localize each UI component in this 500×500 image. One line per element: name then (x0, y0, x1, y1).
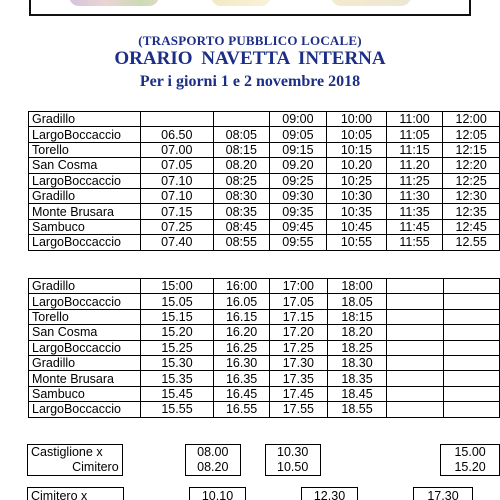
table-row (29, 204, 500, 219)
time-cell: 10:15 (327, 142, 387, 157)
time-cell: 10:35 (327, 204, 387, 219)
time-cell: 09.20 (269, 158, 327, 173)
stop-name: San Cosma (29, 158, 141, 173)
table-row (29, 340, 500, 355)
time-cell: 08.20 (213, 158, 269, 173)
table-row (29, 279, 500, 294)
return-route-label: Cimitero x (27, 487, 124, 500)
time-cell: 10:30 (327, 188, 387, 203)
table-row (29, 142, 500, 157)
flower-decoration-image (331, 0, 411, 6)
time-cell: 12.55 (443, 235, 500, 250)
time-cell (443, 279, 499, 294)
time-cell: 10.30 10.50 (265, 445, 320, 476)
time-cell: 12:25 (443, 173, 500, 188)
time-cell: 08:45 (213, 219, 269, 234)
time-cell: 17:00 (269, 279, 327, 294)
time-cell (443, 386, 499, 401)
time-cell: 08:15 (213, 142, 269, 157)
time-cell (387, 294, 443, 309)
route-to-label: Cimitero (72, 460, 119, 474)
time-cell (443, 325, 499, 340)
time-cell: 08:05 (213, 127, 269, 142)
time-cell: 07.15 (140, 204, 213, 219)
time-cell: 09:30 (269, 188, 327, 203)
time-cell: 15.30 (140, 355, 213, 370)
time-cell: 12.30 (301, 487, 358, 500)
time-cell: 17.30 (269, 355, 327, 370)
time-cell: 10.20 (327, 158, 387, 173)
morning-timetable (28, 111, 500, 251)
time-cell: 17.30 (413, 487, 473, 500)
time-cell: 17.15 (269, 309, 327, 324)
stop-name: Gradillo (29, 279, 141, 294)
time-cell: 12:05 (443, 127, 500, 142)
time-cell (387, 325, 443, 340)
time-cell: 12:20 (443, 158, 500, 173)
time-cell (387, 402, 443, 417)
time-cell (387, 340, 443, 355)
time-cell: 16:00 (214, 279, 270, 294)
stop-name: Torello (29, 142, 141, 157)
stop-name: Gradillo (29, 355, 141, 370)
time-cell: 11:25 (386, 173, 443, 188)
table-row (29, 386, 500, 401)
stop-name: Gradillo (29, 112, 141, 127)
time-cell: 12:45 (443, 219, 500, 234)
page-subtitle: Per i giorni 1 e 2 novembre 2018 (139, 73, 361, 90)
table-row (29, 158, 500, 173)
time-cell: 18:15 (327, 309, 387, 324)
time-cell: 18.25 (327, 340, 387, 355)
time-cell: 11:00 (386, 112, 443, 127)
time-cell: 17.05 (269, 294, 327, 309)
header-service-label: (TRASPORTO PUBBLICO LOCALE) (138, 33, 362, 48)
time-cell: 09:25 (269, 173, 327, 188)
time-cell: 09:35 (269, 204, 327, 219)
time-cell: 15.45 (140, 386, 213, 401)
table-row (29, 371, 500, 386)
stop-name: LargoBoccaccio (29, 127, 141, 142)
table-row (29, 219, 500, 234)
stop-name: Torello (29, 309, 141, 324)
time-cell: 10:45 (327, 219, 387, 234)
time-cell: 17.55 (269, 402, 327, 417)
time-cell: 15.20 (140, 325, 213, 340)
table-row (29, 173, 500, 188)
time-cell: 07.00 (140, 142, 213, 157)
stop-name: Monte Brusara (29, 204, 141, 219)
time-cell: 08:35 (213, 204, 269, 219)
time-cell: 15.00 15.20 (441, 445, 500, 476)
time-cell: 16.15 (214, 309, 270, 324)
time-cell: 10.10 (189, 487, 246, 500)
time-cell: 16.05 (214, 294, 270, 309)
time-cell (443, 340, 499, 355)
time-cell: 12:30 (443, 188, 500, 203)
time-cell: 17.20 (269, 325, 327, 340)
time-cell: 11:15 (386, 142, 443, 157)
time-cell: 11:30 (386, 188, 443, 203)
time-cell: 08:25 (213, 173, 269, 188)
time-cell: 10:55 (327, 235, 387, 250)
time-cell: 15.15 (140, 309, 213, 324)
stop-name: San Cosma (29, 325, 141, 340)
time-cell (387, 355, 443, 370)
stop-name: LargoBoccaccio (29, 402, 141, 417)
time-cell (387, 279, 443, 294)
time-cell: 18.20 (327, 325, 387, 340)
stop-name: LargoBoccaccio (29, 173, 141, 188)
flower-decoration-image (69, 0, 159, 6)
stop-name: Sambuco (29, 386, 141, 401)
cemetery-timetable (27, 444, 500, 476)
time-cell: 16.20 (214, 325, 270, 340)
time-cell: 11:55 (386, 235, 443, 250)
time-cell: 16.30 (214, 355, 270, 370)
time-cell (443, 309, 499, 324)
time-cell: 09:15 (269, 142, 327, 157)
return-timetable (0, 487, 500, 500)
time-cell: 09:05 (269, 127, 327, 142)
time-cell (213, 112, 269, 127)
time-cell: 18.35 (327, 371, 387, 386)
stop-name: LargoBoccaccio (29, 235, 141, 250)
table-row (29, 355, 500, 370)
table-row (29, 235, 500, 250)
time-cell: 08.00 08.20 (185, 445, 240, 476)
page-title: ORARIO NAVETTA INTERNA (114, 48, 386, 69)
time-cell (443, 294, 499, 309)
table-row (29, 112, 500, 127)
table-row (28, 445, 500, 476)
time-cell: 10:25 (327, 173, 387, 188)
table-row (29, 188, 500, 203)
stop-name: LargoBoccaccio (29, 340, 141, 355)
time-cell: 08:30 (213, 188, 269, 203)
time-cell: 12:35 (443, 204, 500, 219)
time-cell: 10:05 (327, 127, 387, 142)
time-cell: 10:00 (327, 112, 387, 127)
time-cell: 09:55 (269, 235, 327, 250)
time-cell: 07.10 (140, 173, 213, 188)
time-cell: 12:15 (443, 142, 500, 157)
time-cell: 15.35 (140, 371, 213, 386)
cemetery-route-label (28, 445, 123, 476)
time-cell (443, 355, 499, 370)
time-cell: 11.20 (386, 158, 443, 173)
time-cell: 18.05 (327, 294, 387, 309)
time-cell: 16.45 (214, 386, 270, 401)
time-cell: 15.55 (140, 402, 213, 417)
header-image-frame (29, 0, 471, 16)
time-cell (140, 112, 213, 127)
time-cell: 09:45 (269, 219, 327, 234)
time-cell: 16.35 (214, 371, 270, 386)
time-cell (387, 386, 443, 401)
time-cell: 06.50 (140, 127, 213, 142)
time-cell (443, 402, 499, 417)
time-cell: 09:00 (269, 112, 327, 127)
time-cell: 15.05 (140, 294, 213, 309)
time-cell: 18:00 (327, 279, 387, 294)
time-cell: 18.45 (327, 386, 387, 401)
time-cell: 15.25 (140, 340, 213, 355)
time-cell: 07.10 (140, 188, 213, 203)
time-cell (387, 371, 443, 386)
stop-name: Sambuco (29, 219, 141, 234)
stop-name: Monte Brusara (29, 371, 141, 386)
stop-name: LargoBoccaccio (29, 294, 141, 309)
time-cell: 11:05 (386, 127, 443, 142)
time-cell: 07.05 (140, 158, 213, 173)
time-cell: 17.45 (269, 386, 327, 401)
time-cell: 11:35 (386, 204, 443, 219)
time-cell: 08:55 (213, 235, 269, 250)
time-cell (443, 371, 499, 386)
stop-name: Gradillo (29, 188, 141, 203)
table-row (29, 325, 500, 340)
route-from-label: Castiglione x (31, 445, 103, 459)
time-cell (387, 309, 443, 324)
time-cell: 11:45 (386, 219, 443, 234)
time-cell: 16.55 (214, 402, 270, 417)
time-cell: 07.25 (140, 219, 213, 234)
time-cell: 07.40 (140, 235, 213, 250)
time-cell: 12:00 (443, 112, 500, 127)
table-row (29, 309, 500, 324)
table-row (29, 294, 500, 309)
time-cell: 17.25 (269, 340, 327, 355)
time-cell: 18.30 (327, 355, 387, 370)
time-cell: 16.25 (214, 340, 270, 355)
table-row (29, 402, 500, 417)
time-cell: 15:00 (140, 279, 213, 294)
time-cell: 17.35 (269, 371, 327, 386)
afternoon-timetable (28, 278, 500, 418)
table-row (29, 127, 500, 142)
time-cell: 18.55 (327, 402, 387, 417)
flower-decoration-image (211, 0, 271, 6)
